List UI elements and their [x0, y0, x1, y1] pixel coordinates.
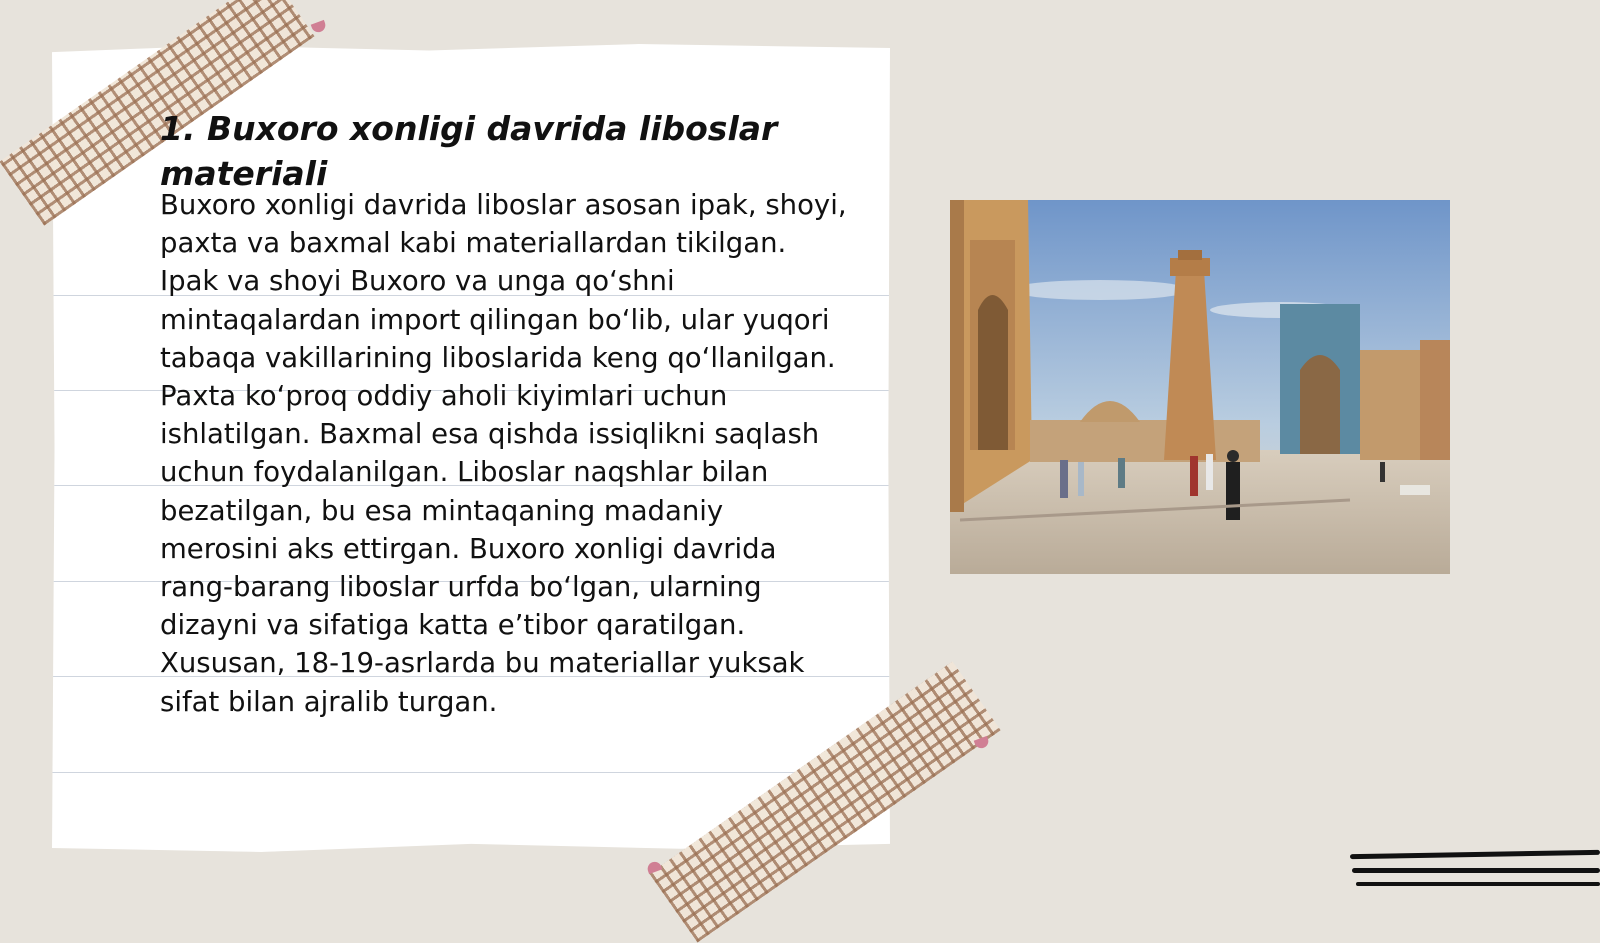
brush-stroke-decoration	[1352, 868, 1600, 873]
paper-rule-line	[52, 772, 890, 773]
slide-title: 1. Buxoro xonligi davrida liboslar materiali	[160, 109, 778, 193]
slide-body-text: Buxoro xonligi davrida liboslar asosan ipak, shoyi, paxta va baxmal kabi materiallardan tikilgan. Ipak va shoyi Buxoro va unga qo‘shni mintaqalardan import qilingan bo‘lib, ular yuqori tabaqa vakillarining liboslarida keng qo‘llanilgan. Paxta ko‘proq oddiy aholi kiyimlari uchun ishlatilgan. Baxmal esa qishda issiqlikni saqlash uchun foydalanilgan. Liboslar naqshlar bilan bezatilgan, bu esa mintaqaning madaniy merosini aks ettirgan. Buxoro xonligi davrida rang-barang liboslar urfda bo‘lgan, ularning dizayni va sifatiga katta e’tibor qaratilgan. Xususan, 18-19-asrlarda bu materiallar yuksak sifat bilan ajralib turgan.	[160, 189, 847, 718]
brush-stroke-decoration	[1356, 882, 1600, 886]
bukhara-kalon-photo	[950, 200, 1450, 574]
brush-stroke-decoration	[1350, 850, 1600, 859]
tape-end-accent	[311, 20, 328, 34]
